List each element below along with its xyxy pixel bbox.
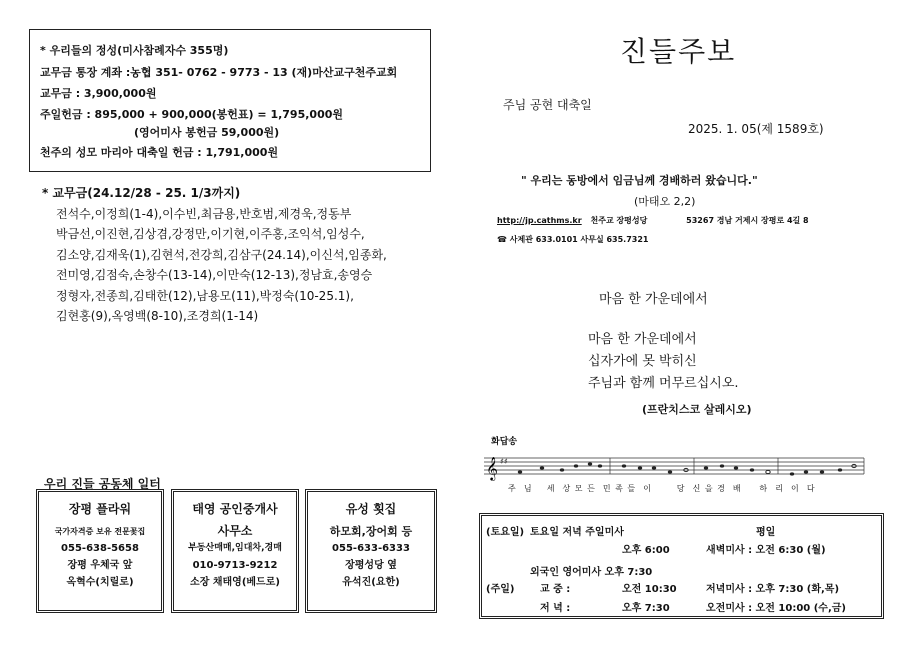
ad-line: 소장 채태영(베드로) [190,577,280,588]
svg-text:♯♯: ♯♯ [500,457,508,466]
hymn-label: 화답송 [491,437,518,447]
ad-phone: 055-633-6333 [332,543,410,554]
ad-real-estate [171,489,299,613]
reflection-text [588,329,739,395]
parish-address: 53267 경남 거제시 장평로 4길 8 [686,216,809,225]
ad-line: 장평 우체국 앞 [67,560,133,571]
ad-line: 부동산매매,임대차,경매 [188,543,282,553]
offering-header: * 우리들의 정성(미사참례자수 355명) [40,44,229,57]
mass-schedule [479,513,884,619]
hymn-lyrics: 주 님 세 상 모 든 민 족 들 이 당 신 을 경 배 하 리 이 다 [508,484,816,493]
ad-line: 장평성당 옆 [345,560,397,571]
english-mass-offering: (영어미사 봉헌금 59,000원) [134,126,280,139]
ad-sashimi-restaurant [305,489,437,613]
saturday-mass: 토요일 저녁 주일미사 [530,527,624,538]
offering-box [29,29,431,172]
feast-name: 주님 공현 대축일 [503,98,592,112]
parish-name: 천주교 장평성당 [590,216,648,225]
weekday-label: 평일 [756,527,776,538]
morning-mass: 오전미사 : 오전 10:00 (수,금) [706,603,846,614]
parish-contact [497,215,809,226]
ad-phone: 055-638-5658 [61,543,139,554]
issue-date: 2025. 1. 05(제 1589호) [688,122,824,136]
parish-url[interactable]: http://jp.cathms.kr [497,216,582,225]
bulletin-title: 진들주보 [620,35,737,68]
mission-fund-header: * 교무금(24.12/28 - 25. 1/3까지) [42,186,241,200]
donor-line: 정형자,전종희,김태한(12),남용모(11),박정숙(10-25.1), [56,288,354,303]
donor-line: 김소양,김재욱(1),김현석,전강희,김삼구(24.14),이신석,임종화, [56,247,387,262]
ad-line: 사무소 [217,524,253,538]
ad-name: 태영 공인중개사 [192,502,278,516]
reflection-line: 십자가에 못 박히신 [588,354,697,369]
donor-line: 전석수,이정희(1-4),이수빈,최금용,반호범,제경욱,정동부 [56,206,352,221]
ad-line: 국가자격증 보유 전문꽃집 [54,527,146,536]
saturday-label: (토요일) [486,527,525,538]
ad-name: 유성 횟집 [345,502,397,516]
donor-line: 박금선,이진현,김상겸,강정만,이기현,이주홍,조익석,임성수, [56,227,365,241]
reflection-author: (프란치스코 살레시오) [642,403,752,416]
parish-phone: ☎ 사제관 633.0101 사무실 635.7321 [497,235,649,244]
ad-line: 하모회,장어회 등 [329,525,413,538]
bank-account: 교무금 통장 계좌 :농협 351- 0762 - 9773 - 13 (재)마산교구천주교회 [40,66,398,79]
ad-flower-shop [36,489,164,613]
sunday-collection: 주일헌금 : 895,000 + 900,000(봉헌표) = 1,795,000원 [40,108,344,121]
sunday-label: (주일) [486,584,515,595]
ad-line: 유석진(요한) [342,577,400,588]
ad-name: 장평 플라워 [68,502,132,516]
feast-collection: 천주의 성모 마리아 대축일 헌금 : 1,791,000원 [40,146,279,159]
scripture-verse: " 우리는 동방에서 임금님께 경배하러 왔습니다." [521,174,758,187]
evening-mass-time: 오후 7:30 [622,603,670,614]
evening-weekday-mass: 저녁미사 : 오후 7:30 (화,목) [706,584,840,595]
student-mass-label: 교 중 : [540,584,571,595]
mission-fund-list [44,183,444,327]
community-title: 우리 진들 공동체 일터 [44,477,161,491]
reflection-line: 마음 한 가운데에서 [588,332,697,347]
english-mass: 외국인 영어미사 오후 7:30 [530,567,653,578]
student-mass-time: 오전 10:30 [622,584,677,595]
dawn-mass: 새벽미사 : 오전 6:30 (월) [706,545,826,556]
donor-line: 전미영,김점숙,손창수(13-14),이만숙(12-13),정남효,송영승 [56,268,373,282]
scripture-reference: (마태오 2,2) [634,195,696,208]
mission-fund-total: 교무금 : 3,900,000원 [40,87,157,100]
reflection-line: 주님과 함께 머무르십시오. [588,376,739,391]
reflection-title: 마음 한 가운데에서 [599,292,708,307]
music-staff [484,450,868,482]
donor-line: 김현홍(9),옥영백(8-10),조경희(1-14) [56,309,259,323]
treble-clef-icon: 𝄞 [486,456,498,480]
evening-mass-label: 저 녁 : [540,603,571,614]
ad-phone: 010-9713-9212 [192,560,278,571]
saturday-time: 오후 6:00 [622,545,670,556]
ad-line: 옥혁수(치릴로) [66,577,134,588]
